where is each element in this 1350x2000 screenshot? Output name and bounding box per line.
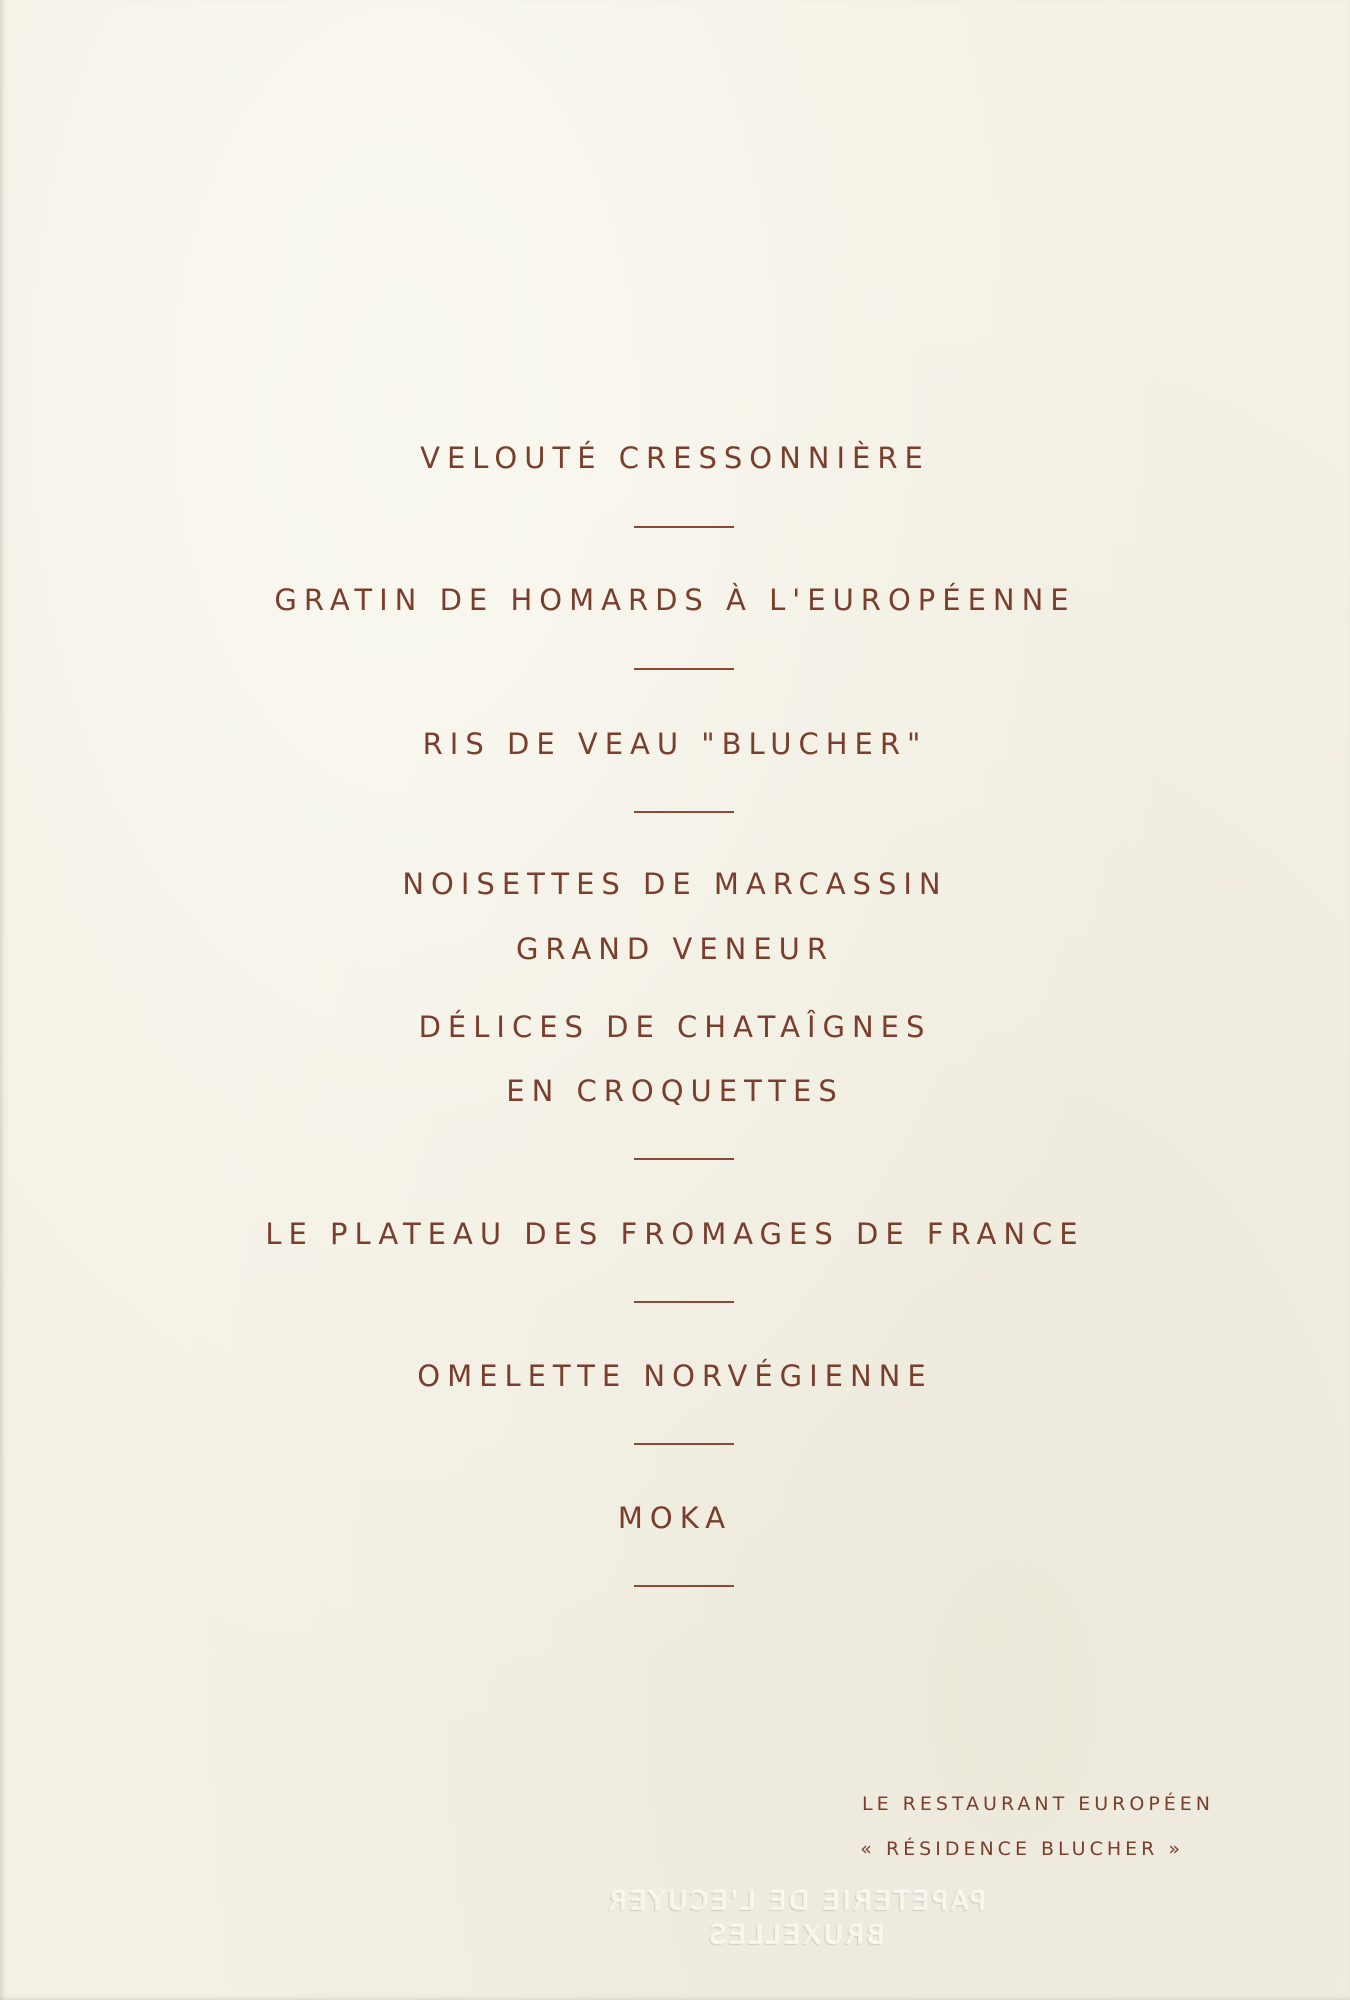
course-gratin: GRATIN DE HOMARDS À L'EUROPÉENNE [274,583,1076,617]
restaurant-name: LE RESTAURANT EUROPÉEN [862,1793,1214,1815]
course-moka: MOKA [617,1501,733,1535]
course-omelette: OMELETTE NORVÉGIENNE [417,1359,933,1393]
course-divider [0,668,1350,670]
course-divider [0,526,1350,528]
course-veloute: VELOUTÉ CRESSONNIÈRE [420,441,930,475]
emboss-line-1: PAPETERIE DE L'ECUYER [605,1887,985,1917]
course-croquettes: EN CROQUETTES [506,1074,844,1108]
course-divider [0,1585,1350,1587]
emboss-line-2: BRUXELLES [705,1921,885,1951]
residence-name: « RÉSIDENCE BLUCHER » [860,1838,1184,1860]
course-ris-de-veau: RIS DE VEAU "BLUCHER" [422,727,928,761]
stationer-emboss-stamp [545,1885,1045,1953]
course-fromages: LE PLATEAU DES FROMAGES DE FRANCE [265,1217,1085,1251]
course-divider [0,811,1350,813]
course-divider [0,1443,1350,1445]
course-divider [0,1301,1350,1303]
course-divider [0,1158,1350,1160]
course-grand-veneur: GRAND VENEUR [515,932,835,966]
course-noisettes: NOISETTES DE MARCASSIN [402,867,948,901]
course-delices: DÉLICES DE CHATAÎGNES [418,1010,932,1044]
